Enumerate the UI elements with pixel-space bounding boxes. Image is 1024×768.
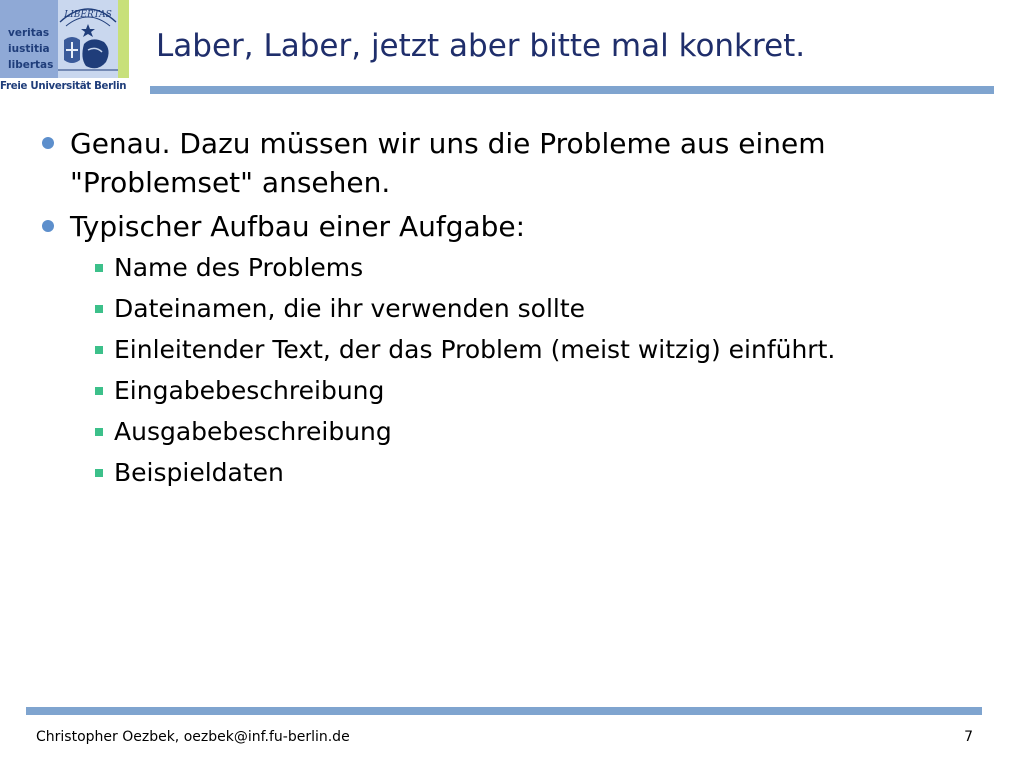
slide-content	[40, 124, 990, 497]
logo-motto-line: iustitia	[8, 43, 50, 55]
sub-bullet-text: Dateinamen, die ihr verwenden sollte	[114, 294, 586, 323]
sub-bullet-text: Ausgabebeschreibung	[114, 417, 392, 446]
bullet-square-icon	[95, 469, 103, 477]
bullet-square-icon	[95, 428, 103, 436]
seal-emblem-icon	[58, 0, 118, 78]
sub-bullet-item	[40, 333, 990, 366]
bullet-square-icon	[95, 305, 103, 313]
footer-author: Christopher Oezbek, oezbek@inf.fu-berlin.de	[36, 729, 350, 745]
page-number: 7	[964, 729, 973, 745]
seal-text: LIBERTAS	[64, 10, 112, 20]
sub-bullet-text: Name des Problems	[114, 253, 364, 282]
sub-bullet-text: Einleitender Text, der das Problem (meist witzig) einführt.	[114, 335, 836, 364]
bullet-dot-icon	[42, 137, 54, 149]
logo-motto	[8, 25, 58, 73]
bullet-dot-icon	[42, 220, 54, 232]
university-logo	[0, 0, 129, 96]
footer-divider	[26, 707, 982, 715]
logo-motto-line: veritas	[8, 27, 50, 39]
bullet-square-icon	[95, 346, 103, 354]
logo-green-panel	[118, 0, 129, 78]
sub-bullet-item	[40, 251, 990, 284]
logo-seal	[58, 0, 118, 78]
slide-title: Laber, Laber, jetzt aber bitte mal konkret.	[156, 28, 806, 64]
bullet-text: Genau. Dazu müssen wir uns die Probleme aus einem "Problemset" ansehen.	[70, 127, 826, 199]
sub-bullet-text: Eingabebeschreibung	[114, 376, 385, 405]
sub-bullet-text: Beispieldaten	[114, 458, 284, 487]
sub-bullet-item	[40, 456, 990, 489]
sub-bullet-item	[40, 374, 990, 407]
bullet-item	[40, 124, 990, 202]
title-divider	[150, 86, 994, 94]
sub-bullet-item	[40, 415, 990, 448]
bullet-square-icon	[95, 264, 103, 272]
logo-university-name: Freie Universität Berlin	[0, 81, 127, 92]
bullet-item	[40, 207, 990, 246]
sub-bullet-item	[40, 292, 990, 325]
bullet-text: Typischer Aufbau einer Aufgabe:	[70, 210, 526, 243]
logo-motto-line: libertas	[8, 59, 54, 71]
bullet-square-icon	[95, 387, 103, 395]
